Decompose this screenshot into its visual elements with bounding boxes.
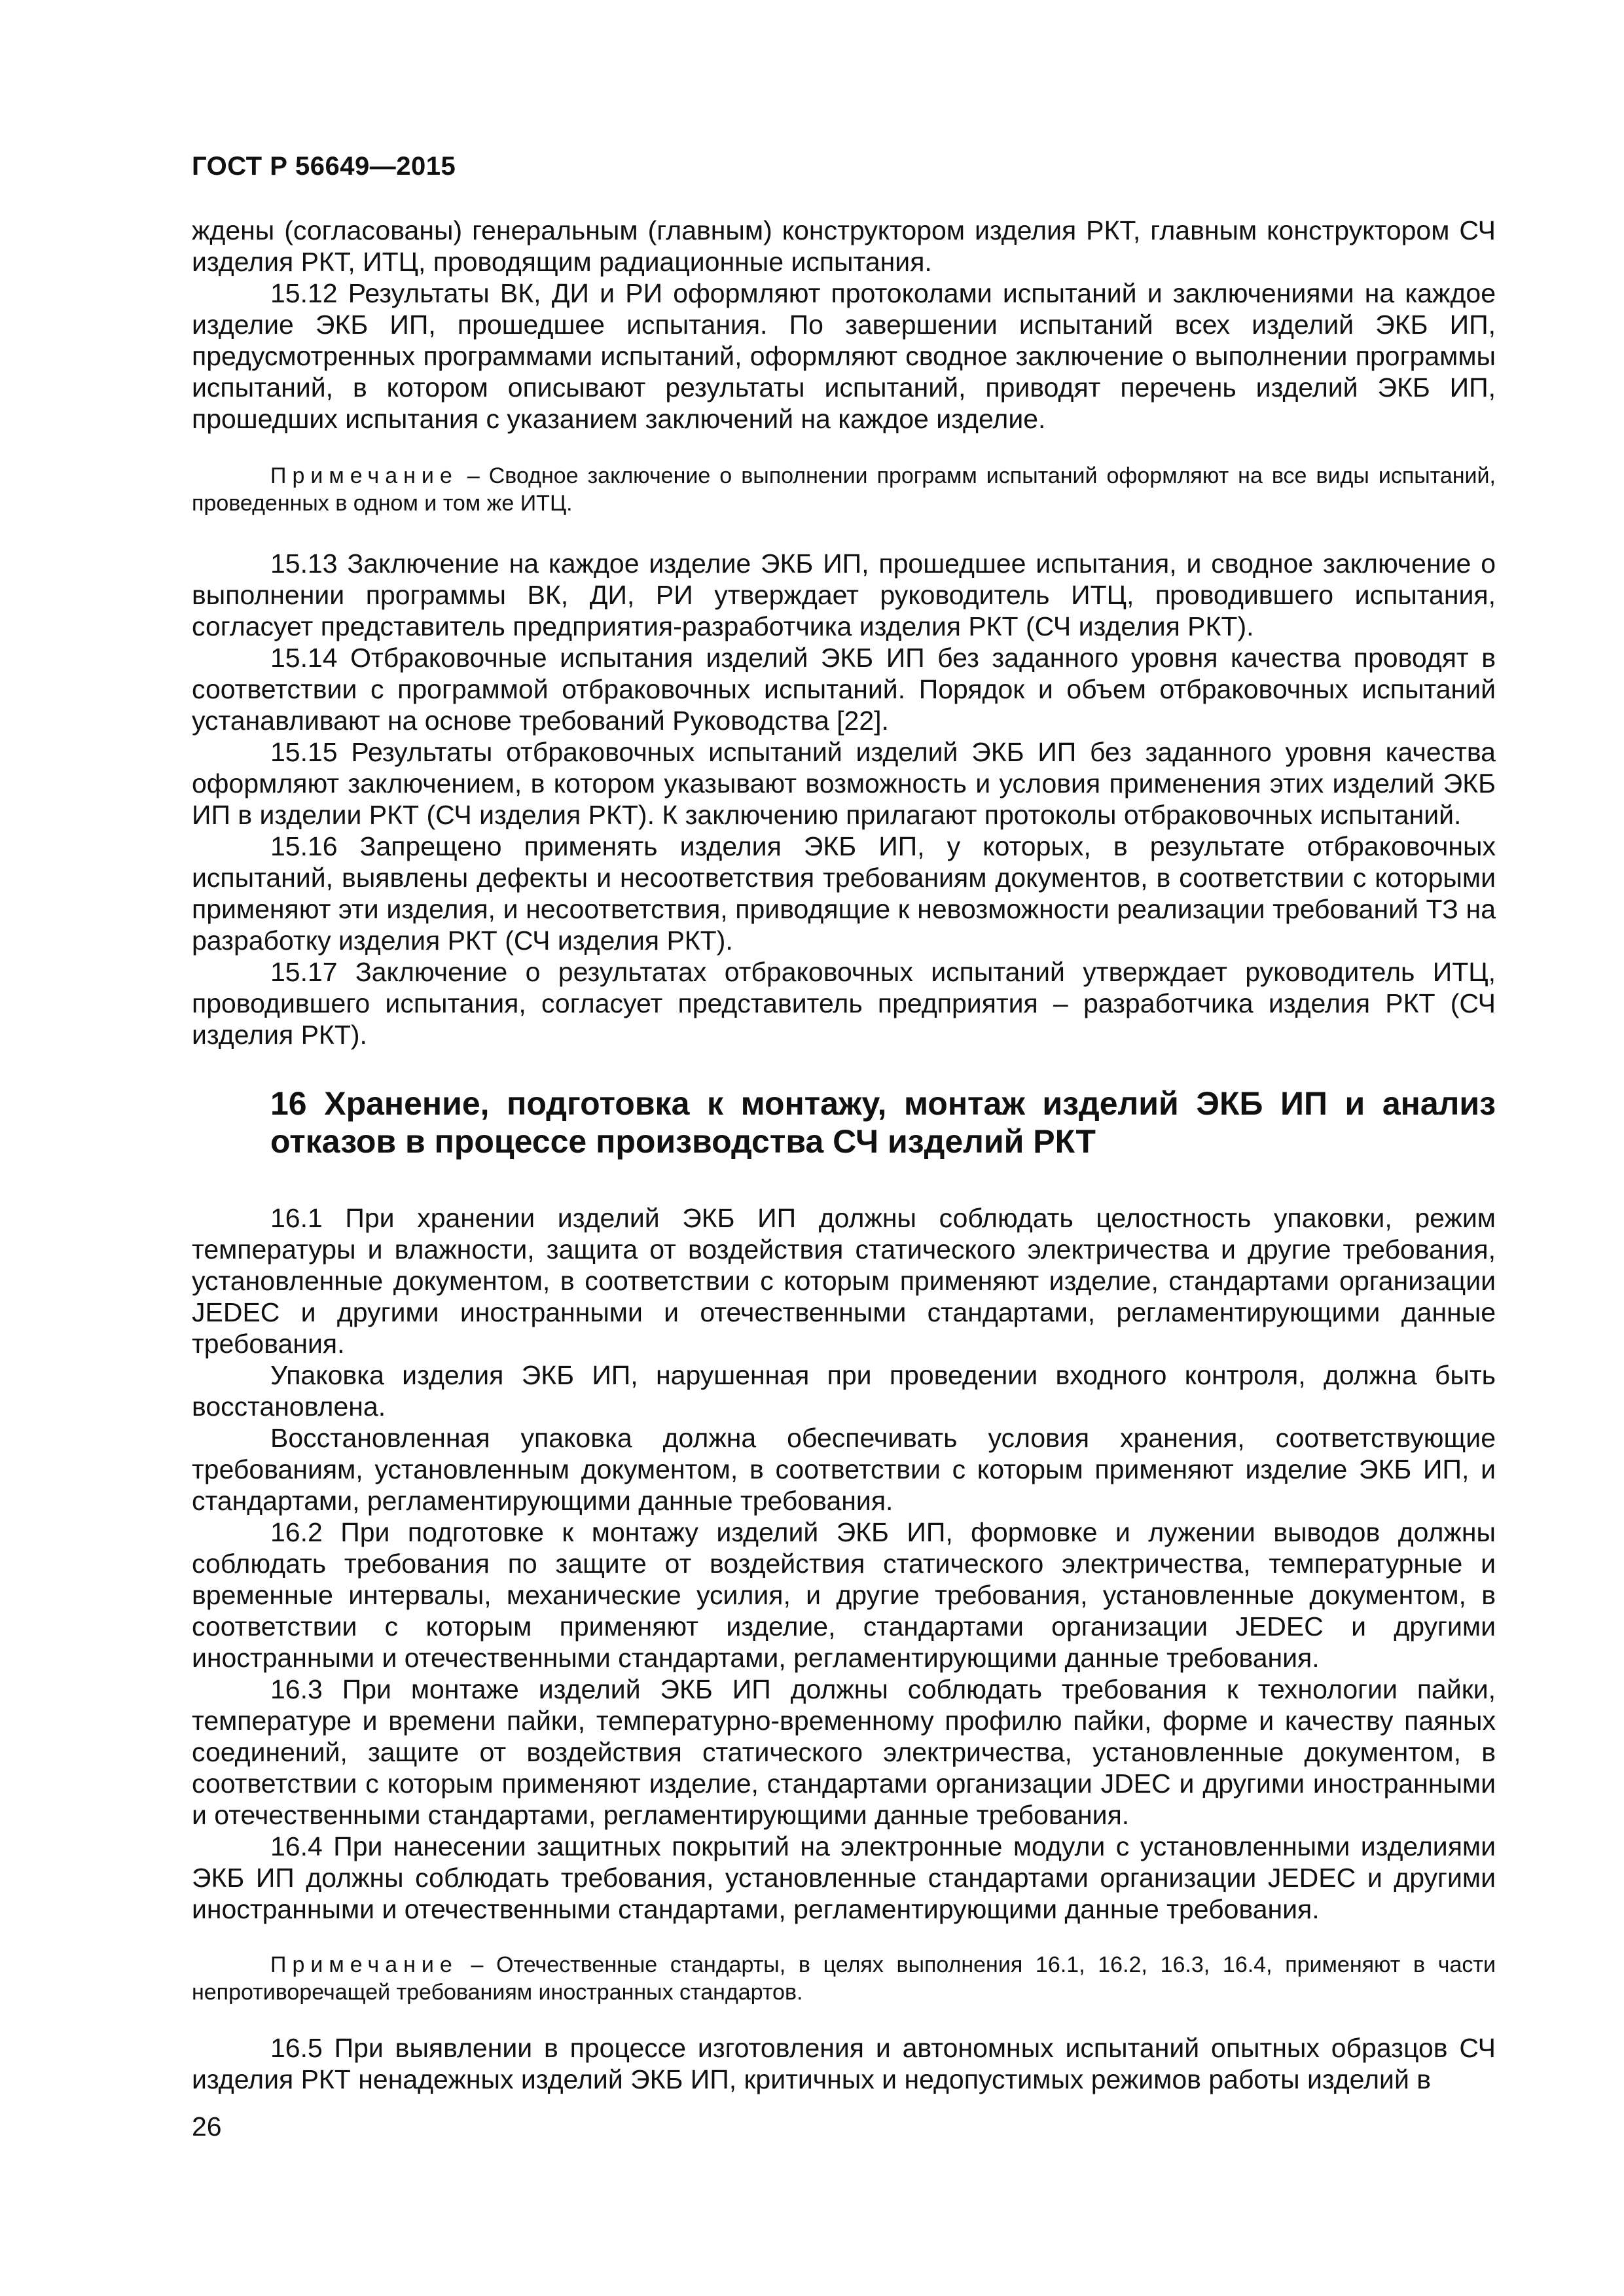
document-code-header: ГОСТ Р 56649—2015	[192, 152, 456, 181]
paragraph-16-5: 16.5 При выявлении в процессе изготовления и автономных испытаний опытных образцов СЧ изделия РКТ ненадежных изделий ЭКБ ИП, критичных и недопустимых режимов работы изделий в	[192, 2033, 1496, 2094]
paragraph-15-17: 15.17 Заключение о результатах отбраковочных испытаний утверждает руководитель ИТЦ, проводившего испытания, согласует представитель предприятия – разработчика изделия РКТ (СЧ изделия РКТ).	[192, 957, 1496, 1050]
section-16-heading: 16 Хранение, подготовка к монтажу, монтаж изделий ЭКБ ИП и анализ отказов в процессе производства СЧ изделий РКТ	[270, 1085, 1496, 1160]
paragraph-16-4: 16.4 При нанесении защитных покрытий на электронные модули с установленными изделиями ЭКБ ИП должны соблюдать требования, установленные стандартами организации JEDEC и другими иностранными и отечественными стандартами, регламентирующими данные требования.	[192, 1831, 1496, 1924]
paragraph-16-3: 16.3 При монтаже изделий ЭКБ ИП должны соблюдать требования к технологии пайки, температуре и времени пайки, температурно-временному профилю пайки, форме и качеству паяных соединений, защите от воздействия статического электричества, установленные документом, в соответствии с которым применяют изделие, стандартами организации JDEC и другими иностранными и отечественными стандартами, регламентирующими данные требования.	[192, 1674, 1496, 1830]
note-label: Примечание	[270, 463, 458, 488]
note-text: – Отечественные стандарты, в целях выполнения 16.1, 16.2, 16.3, 16.4, применяют в части непротиворечащей требованиям иностранных стандартов.	[192, 1952, 1496, 2005]
document-body	[192, 215, 1496, 2095]
paragraph-15-13: 15.13 Заключение на каждое изделие ЭКБ ИП, прошедшее испытания, и сводное заключение о выполнении программы ВК, ДИ, РИ утверждает руководитель ИТЦ, проводившего испытания, согласует представитель предприятия-разработчика изделия РКТ (СЧ изделия РКТ).	[192, 548, 1496, 641]
paragraph-15-14: 15.14 Отбраковочные испытания изделий ЭКБ ИП без заданного уровня качества проводят в соответствии с программой отбраковочных испытаний. Порядок и объем отбраковочных испытаний устанавливают на основе требований Руководства [22].	[192, 643, 1496, 736]
paragraph-15-12: 15.12 Результаты ВК, ДИ и РИ оформляют протоколами испытаний и заключениями на каждое изделие ЭКБ ИП, прошедшее испытания. По завершении испытаний всех изделий ЭКБ ИП, предусмотренных программами испытаний, оформляют сводное заключение о выполнении программы испытаний, в котором описывают результаты испытаний, приводят перечень изделий ЭКБ ИП, прошедших испытания с указанием заключений на каждое изделие.	[192, 278, 1496, 434]
paragraph-continuation: ждены (согласованы) генеральным (главным) конструктором изделия РКТ, главным конструктором СЧ изделия РКТ, ИТЦ, проводящим радиационные испытания.	[192, 215, 1496, 277]
note-text: – Сводное заключение о выполнении программ испытаний оформляют на все виды испытаний, проведенных в одном и том же ИТЦ.	[192, 463, 1496, 516]
note-label: Примечание	[270, 1952, 458, 1977]
paragraph-packaging: Упаковка изделия ЭКБ ИП, нарушенная при проведении входного контроля, должна быть восстановлена.	[192, 1360, 1496, 1422]
page-number: 26	[192, 2111, 222, 2142]
paragraph-15-15: 15.15 Результаты отбраковочных испытаний изделий ЭКБ ИП без заданного уровня качества оформляют заключением, в котором указывают возможность и условия применения этих изделий ЭКБ ИП в изделии РКТ (СЧ изделия РКТ). К заключению прилагают протоколы отбраковочных испытаний.	[192, 737, 1496, 830]
paragraph-16-2: 16.2 При подготовке к монтажу изделий ЭКБ ИП, формовке и лужении выводов должны соблюдать требования по защите от воздействия статического электричества, температурные и временные интервалы, механические усилия, и другие требования, установленные документом, в соответствии с которым применяют изделие, стандартами организации JEDEC и другими иностранными и отечественными стандартами, регламентирующими данные требования.	[192, 1517, 1496, 1673]
paragraph-restored-packaging: Восстановленная упаковка должна обеспечивать условия хранения, соответствующие требованиям, установленным документом, в соответствии с которым применяют изделие ЭКБ ИП, и стандартами, регламентирующими данные требования.	[192, 1423, 1496, 1516]
paragraph-16-1: 16.1 При хранении изделий ЭКБ ИП должны соблюдать целостность упаковки, режим температуры и влажности, защита от воздействия статического электричества и другие требования, установленные документом, в соответствии с которым применяют изделие, стандартами организации JEDEC и другими иностранными и отечественными стандартами, регламентирующими данные требования.	[192, 1203, 1496, 1359]
note-15	[192, 462, 1496, 517]
note-16	[192, 1951, 1496, 2006]
paragraph-15-16: 15.16 Запрещено применять изделия ЭКБ ИП, у которых, в результате отбраковочных испытаний, выявлены дефекты и несоответствия требованиям документов, в соответствии с которыми применяют эти изделия, и несоответствия, приводящие к невозможности реализации требований ТЗ на разработку изделия РКТ (СЧ изделия РКТ).	[192, 831, 1496, 956]
